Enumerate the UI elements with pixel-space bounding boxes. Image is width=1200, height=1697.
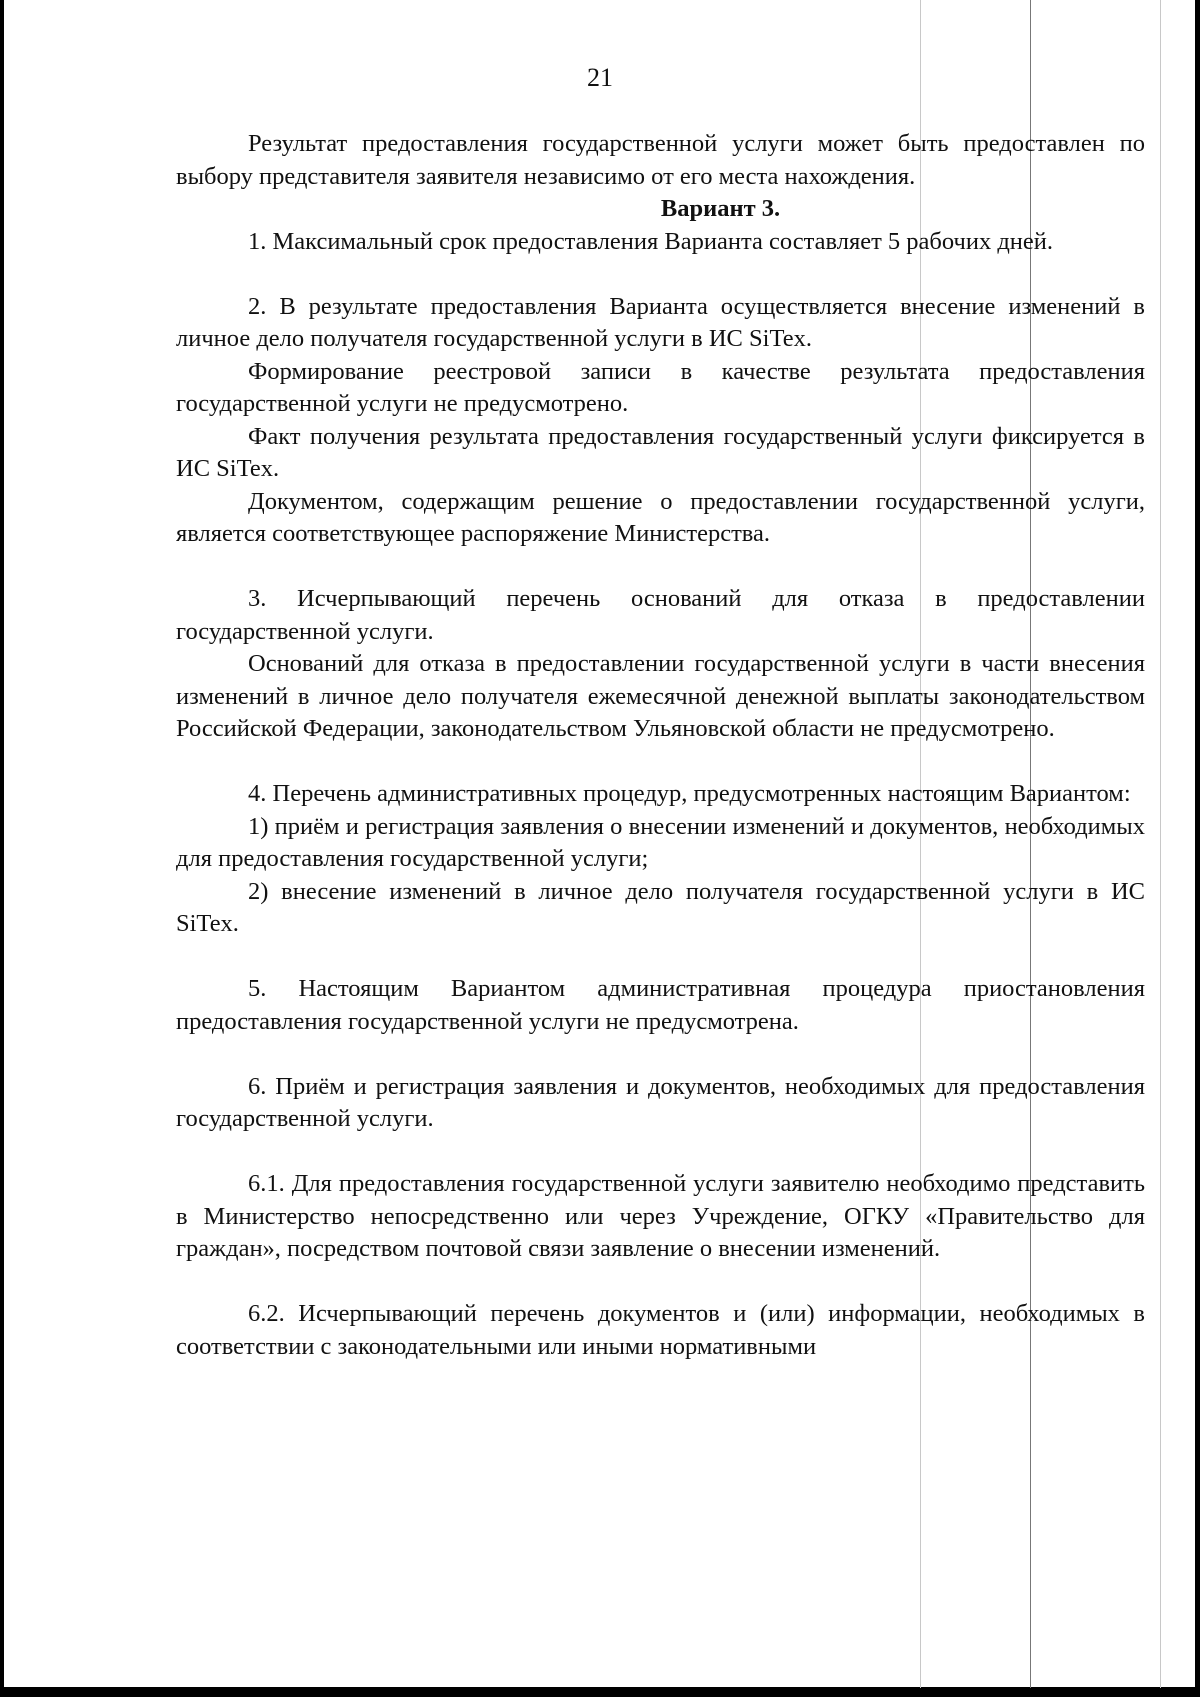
paragraph-6-1: 6.1. Для предоставления государственной услуги заявителю необходимо представить в Министерство непосредственно или через Учреждение, ОГКУ «Правительство для граждан», посредством почтовой связи заявление о внесении изменений. [176,1170,1145,1262]
paragraph-3-grounds: Оснований для отказа в предоставлении государственной услуги в части внесения изменений в личное дело получателя ежемесячной денежной выплаты законодательством Российской Федерации, законодательством Ульяновской области не предусмотрено. [176,650,1145,742]
paragraph-2-fact: Факт получения результата предоставления государственный услуги фиксируется в ИС SiTex. [176,422,1145,482]
paragraph-1: 1. Максимальный срок предоставления Варианта составляет 5 рабочих дней. [248,227,1054,255]
paragraph-5: 5. Настоящим Вариантом административная процедура приостановления предоставления государственной услуги не предусмотрена. [176,975,1145,1035]
paragraph-2-document: Документом, содержащим решение о предоставлении государственной услуги, является соответствующее распоряжение Министерства. [176,487,1145,547]
scan-border-left [0,0,4,1688]
paragraph-6-2: 6.2. Исчерпывающий перечень документов и (или) информации, необходимых в соответствии с законодательными или иными нормативными [176,1300,1145,1360]
paragraph-2: 2. В результате предоставления Варианта осуществляется внесение изменений в личное дело получателя государственной услуги в ИС SiTex. [176,292,1145,352]
paragraph-4-item-2: 2) внесение изменений в личное дело получателя государственной услуги в ИС SiTex. [176,877,1145,937]
document-body [176,128,1145,1363]
paragraph-4-item-1: 1) приём и регистрация заявления о внесении изменений и документов, необходимых для предоставления государственной услуги; [176,812,1145,872]
scan-artifact-line [1160,0,1161,1688]
scan-border-right [1195,0,1200,1688]
scan-border-bottom [0,1687,1200,1697]
page-number: 21 [587,63,613,92]
paragraph-6: 6. Приём и регистрация заявления и документов, необходимых для предоставления государственной услуги. [176,1072,1145,1132]
paragraph-result: Результат предоставления государственной услуги может быть предоставлен по выбору представителя заявителя независимо от его места нахождения. [176,130,1145,190]
section-heading: Вариант 3. [660,195,781,222]
paragraph-2-registry: Формирование реестровой записи в качестве результата предоставления государственной услуги не предусмотрено. [176,357,1145,417]
paragraph-4: 4. Перечень административных процедур, предусмотренных настоящим Вариантом: [248,780,1131,807]
paragraph-3: 3. Исчерпывающий перечень оснований для отказа в предоставлении государственной услуги. [176,585,1145,645]
